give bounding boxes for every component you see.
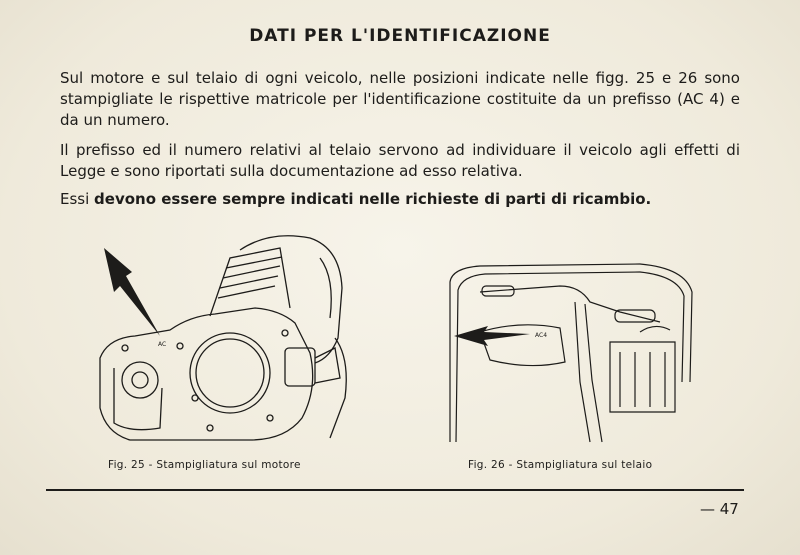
spare-parts-prefix: Essi [60,190,95,208]
figure-26-caption: Fig. 26 - Stampigliatura sul telaio [468,459,653,471]
paragraph-spare-parts [60,189,740,210]
engine-illustration [90,228,360,450]
figure-25-caption: Fig. 25 - Stampigliatura sul motore [108,459,301,471]
footer-rule [46,489,744,491]
svg-text:AC4: AC4 [535,332,548,339]
svg-text:AC: AC [158,341,167,348]
page-title: DATI PER L'IDENTIFICAZIONE [249,26,551,46]
paragraph-identification: Sul motore e sul telaio di ogni veicolo, nelle posizioni indicate nelle figg. 25 e 26 sono stampigliate le rispettive matricole per l'identificazione costituite da un prefisso (AC 4) e da un numero. [60,69,740,129]
page-number: — 47 [700,500,739,518]
spare-parts-emphasis: devono essere sempre indicati nelle richieste di parti di ricambio. [94,190,652,208]
frame-illustration [440,262,700,448]
paragraph-frame-prefix: Il prefisso ed il numero relativi al telaio servono ad individuare il veicolo agli effetti di Legge e sono riportati sulla documentazione ad esso relativa. [60,141,740,180]
